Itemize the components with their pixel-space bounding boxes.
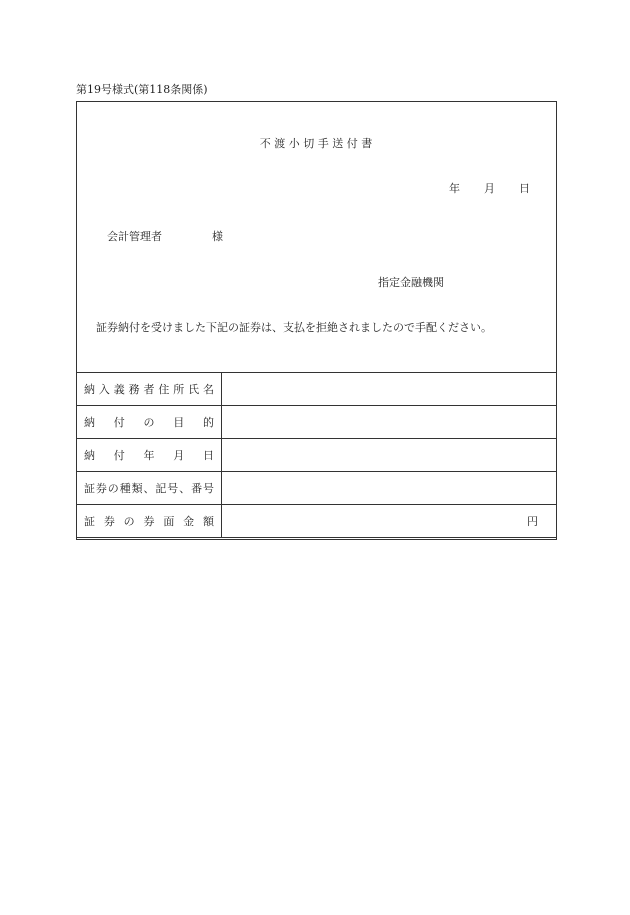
addressee-honorific: 様: [212, 230, 223, 243]
form-title: 不 渡 小 切 手 送 付 書: [259, 137, 373, 150]
date-day-label: 日: [519, 182, 530, 195]
table-row: [77, 406, 557, 439]
sender-label: 指定金融機関: [378, 276, 444, 289]
form-number: 第19号様式(第118条関係): [76, 83, 208, 96]
row-value[interactable]: [222, 406, 557, 439]
row-value[interactable]: [222, 373, 557, 406]
row-label: 証券の種類、記号、番号: [77, 472, 222, 505]
date-month-label: 月: [484, 182, 495, 195]
table-row: [77, 472, 557, 505]
row-label: 納付年月日: [77, 439, 222, 472]
message-text: 証券納付を受けました下記の証券は、支払を拒絶されましたので手配ください。: [96, 321, 492, 334]
date-year-label: 年: [449, 182, 460, 195]
table-row: [77, 505, 557, 538]
row-label: 納入義務者住所氏名: [77, 373, 222, 406]
row-value[interactable]: [222, 472, 557, 505]
details-table: [76, 372, 557, 538]
row-label: 納付の目的: [77, 406, 222, 439]
row-label: 証券の券面金額: [77, 505, 222, 538]
table-row: [77, 439, 557, 472]
table-row: [77, 373, 557, 406]
addressee-name: 会計管理者: [107, 230, 162, 243]
row-value[interactable]: [222, 439, 557, 472]
row-value[interactable]: 円: [222, 505, 557, 538]
